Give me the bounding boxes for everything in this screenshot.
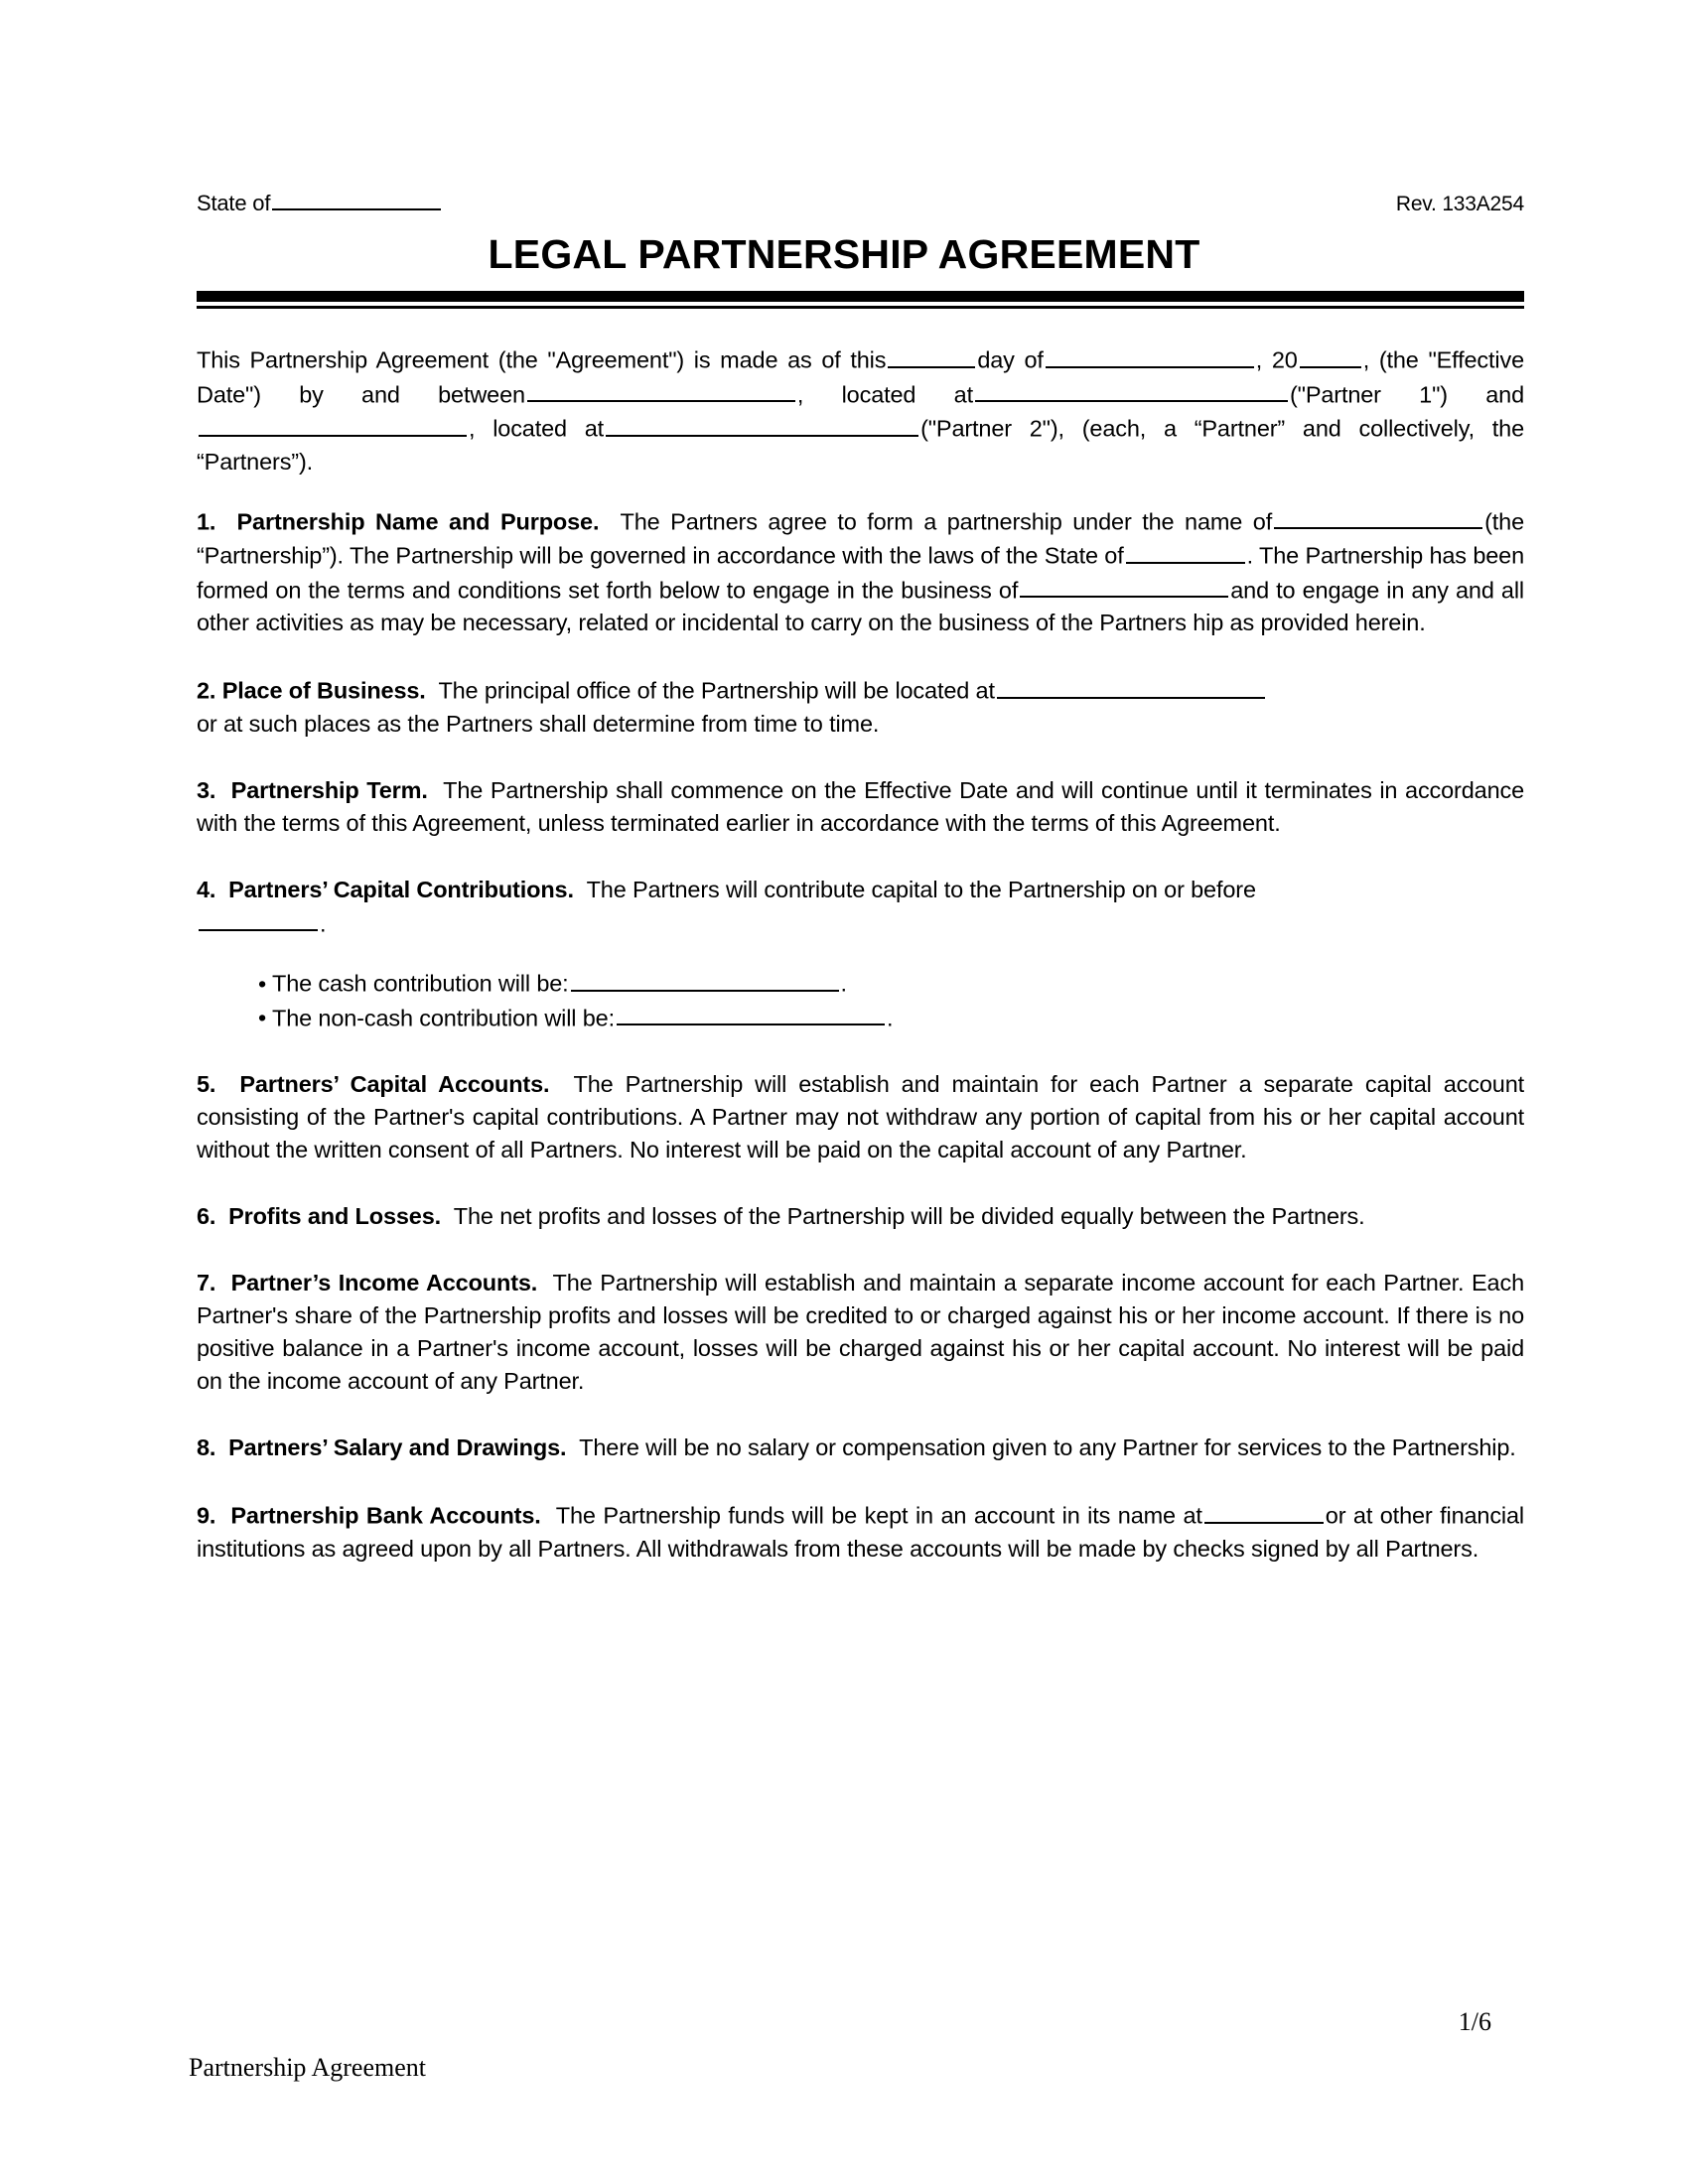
- section-1-text-2: (the “Partnership”). The Partnership will be governed in accordance with the laws of the State of: [197, 508, 1525, 569]
- section-5: [197, 1068, 1524, 1166]
- section-2-office-blank[interactable]: [997, 673, 1265, 699]
- footer-label: Partnership Agreement: [189, 2053, 426, 2082]
- section-4-date-blank[interactable]: [199, 906, 318, 932]
- page-header: [197, 187, 1524, 216]
- section-7-number: 7.: [197, 1270, 216, 1296]
- page-number: 1/6: [1458, 2007, 1491, 2036]
- section-8-text-1: There will be no salary or compensation given to any Partner for services to the Partnership.: [579, 1434, 1516, 1460]
- revision-code: Rev. 133A254: [1395, 193, 1524, 215]
- intro-text-5: , located at: [796, 381, 973, 407]
- intro-text-8: ("Partner 2"), (each, a “Partner” and collectively, the “Partners”).: [197, 415, 1524, 475]
- document-body: [197, 342, 1524, 1591]
- intro-text-6: ("Partner 1") and: [1289, 381, 1525, 407]
- cash-contribution-blank[interactable]: [571, 966, 839, 992]
- intro-partner1-blank[interactable]: [527, 377, 795, 403]
- section-6-number: 6.: [197, 1203, 216, 1229]
- section-4-number: 4.: [197, 876, 216, 902]
- section-8-heading: Partners’ Salary and Drawings.: [228, 1434, 567, 1460]
- intro-month-blank[interactable]: [1046, 342, 1254, 368]
- section-5-number: 5.: [197, 1071, 216, 1097]
- section-2-text-1: The principal office of the Partnership will be located at: [438, 677, 995, 704]
- section-1-state-blank[interactable]: [1126, 538, 1245, 564]
- section-7: [197, 1267, 1524, 1398]
- bullet-dot-icon: •: [258, 1005, 267, 1030]
- section-9: [197, 1498, 1524, 1566]
- capital-contribution-list: [197, 966, 1524, 1034]
- section-1-number: 1.: [197, 508, 216, 534]
- intro-day-blank[interactable]: [888, 342, 975, 368]
- section-4: [197, 874, 1524, 941]
- section-1-heading: Partnership Name and Purpose.: [236, 508, 600, 534]
- section-5-text-1: The Partnership will establish and maintain for each Partner a separate capital account consisting of the Partner's capital contributions. A Partner may not withdraw any portion of capital from his or her capital account without the written consent of all Partners. No interest will be paid on the capital account of any Partner.: [197, 1071, 1525, 1162]
- intro-partner2-blank[interactable]: [199, 411, 467, 437]
- intro-text-2: day of: [977, 346, 1044, 373]
- title-rule-thick: [197, 291, 1524, 302]
- state-of-label: State of: [197, 191, 271, 215]
- cash-contribution-label: The cash contribution will be:: [272, 970, 569, 997]
- bullet-dot-icon: •: [258, 970, 267, 997]
- section-7-text-1: The Partnership will establish and maintain a separate income account for each Partner. Each Partner's share of the Partnership profits and losses will be credited to or charged against his or her income account. If there is no positive balance in a Partner's income account, losses will be charged against his or her capital account. No interest will be paid on the income account of any Partner.: [197, 1270, 1524, 1394]
- page-title: LEGAL PARTNERSHIP AGREEMENT: [488, 231, 1200, 277]
- section-1-name-blank[interactable]: [1274, 504, 1482, 530]
- intro-text-4: , (the "Effective Date") by and between: [197, 346, 1524, 407]
- section-2-text-2: or at such places as the Partners shall determine from time to time.: [197, 710, 880, 737]
- intro-text-7: , located at: [469, 415, 605, 442]
- section-2-number: 2.: [197, 677, 216, 704]
- section-8: [197, 1432, 1524, 1464]
- state-blank-line[interactable]: [272, 187, 441, 210]
- list-item: [258, 966, 1524, 1001]
- section-9-heading: Partnership Bank Accounts.: [230, 1502, 541, 1529]
- section-3-number: 3.: [197, 776, 216, 803]
- section-9-number: 9.: [197, 1502, 216, 1529]
- section-1-text-4: and to engage in any and all other activities as may be necessary, related or incidental to carry on the business of the Partners hip as provided herein.: [197, 577, 1524, 635]
- title-rule-thin: [197, 306, 1524, 309]
- intro-text-3: , 20: [1255, 346, 1298, 373]
- section-7-heading: Partner’s Income Accounts.: [230, 1270, 538, 1296]
- noncash-contribution-tail: .: [886, 1005, 894, 1030]
- intro-address1-blank[interactable]: [975, 377, 1288, 403]
- section-9-bank-blank[interactable]: [1204, 1498, 1324, 1524]
- noncash-contribution-label: The non-cash contribution will be:: [272, 1005, 615, 1030]
- intro-address2-blank[interactable]: [606, 411, 918, 437]
- section-1-text-1: The Partners agree to form a partnership under the name of: [620, 508, 1273, 534]
- noncash-contribution-blank[interactable]: [617, 1001, 885, 1026]
- intro-text-1: This Partnership Agreement (the "Agreement") is made as of this: [197, 346, 887, 373]
- list-item: [258, 1001, 1524, 1035]
- section-2: [197, 673, 1524, 741]
- cash-contribution-tail: .: [840, 970, 847, 997]
- section-2-heading: Place of Business.: [221, 677, 426, 704]
- section-6: [197, 1200, 1524, 1233]
- section-3: [197, 774, 1524, 840]
- section-1: [197, 504, 1524, 640]
- section-5-heading: Partners’ Capital Accounts.: [239, 1071, 550, 1097]
- section-3-text-1: The Partnership shall commence on the Effective Date and will continue until it terminates in accordance with the terms of this Agreement, unless terminated earlier in accordance with the terms of this Agreement.: [197, 776, 1525, 836]
- section-9-text-2: or at other financial institutions as agreed upon by all Partners. All withdrawals from these accounts will be made by checks signed by all Partners.: [197, 1502, 1524, 1562]
- section-4-text-2: .: [320, 910, 327, 936]
- state-of-field: [197, 187, 443, 216]
- section-3-heading: Partnership Term.: [230, 776, 428, 803]
- section-6-heading: Profits and Losses.: [228, 1203, 442, 1229]
- section-8-number: 8.: [197, 1434, 216, 1460]
- section-1-business-blank[interactable]: [1020, 573, 1228, 599]
- section-4-heading: Partners’ Capital Contributions.: [228, 876, 574, 902]
- section-6-text-1: The net profits and losses of the Partnership will be divided equally between the Partners.: [453, 1203, 1365, 1229]
- intro-paragraph: [197, 342, 1524, 478]
- section-4-text-1: The Partners will contribute capital to the Partnership on or before: [586, 876, 1256, 902]
- section-1-text-3: . The Partnership has been formed on the terms and conditions set forth below to engage in the business of: [197, 542, 1524, 603]
- section-9-text-1: The Partnership funds will be kept in an account in its name at: [555, 1502, 1202, 1529]
- intro-year-blank[interactable]: [1300, 342, 1361, 368]
